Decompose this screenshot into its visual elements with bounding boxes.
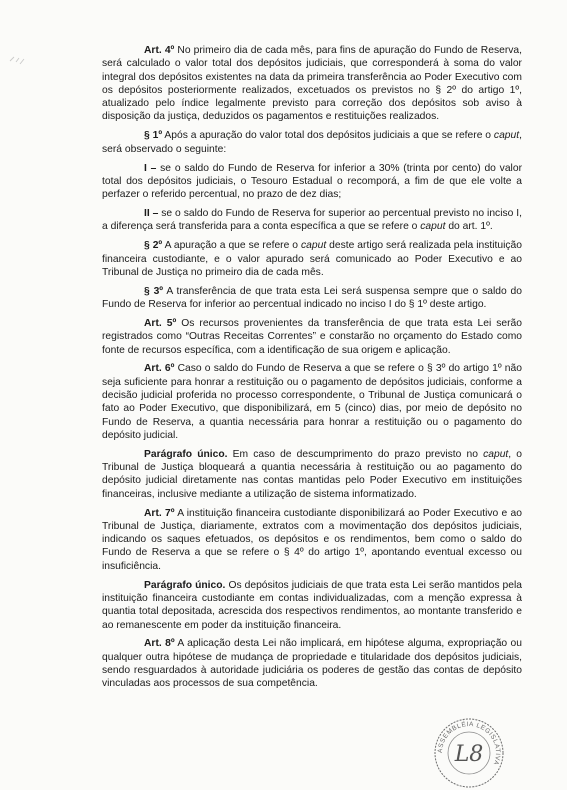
article-7 xyxy=(102,507,522,573)
paragraph-1-number: § 1º xyxy=(144,130,163,142)
paragraph-2-text-a: A apuração a que se refere o xyxy=(162,240,301,252)
article-4-inciso-1 xyxy=(102,162,522,202)
article-4-paragraph-2 xyxy=(102,239,522,279)
article-7-number: Art. 7º xyxy=(144,507,175,519)
article-7-sole-paragraph xyxy=(102,579,522,632)
inciso-1-text: se o saldo do Fundo de Reserva for inferior a 30% (trinta por cento) do valor total dos depósitos judiciais, o Tesouro Estadual o recomporá, a fim de que ele volte a perfazer o referido percentual, no prazo de dez dias; xyxy=(102,162,522,201)
article-6-sole-paragraph-label: Parágrafo único. xyxy=(144,448,228,460)
article-4-paragraph-3 xyxy=(102,285,522,312)
article-8 xyxy=(102,637,522,690)
paragraph-1-caput: caput xyxy=(493,130,520,142)
inciso-2-caput: caput xyxy=(420,221,446,233)
inciso-2-number: II – xyxy=(144,208,159,220)
article-5 xyxy=(102,317,522,357)
inciso-2-text-b: do art. 1º. xyxy=(445,221,493,233)
paragraph-2-text-b: deste artigo será realizada pela instituição financeira custodiante, e o valor apurado será comunicado ao Poder Executivo e ao Tribunal de Justiça no primeiro dia de cada mês. xyxy=(102,240,522,278)
official-stamp xyxy=(432,716,506,790)
margin-scribble-mark xyxy=(8,52,26,66)
stamp-handwritten-number: L8 xyxy=(454,742,484,767)
paragraph-1-text-b: , será observado o seguinte: xyxy=(102,130,522,155)
inciso-2-text-a: se o saldo do Fundo de Reserva for superior ao percentual previsto no inciso I, a diferença será transferida para a conta específica a que se refere o xyxy=(102,208,522,233)
inciso-1-number: I – xyxy=(144,162,157,174)
article-6-sole-paragraph-caput: caput xyxy=(483,448,509,460)
article-4-inciso-2 xyxy=(102,207,522,234)
article-5-text: Os recursos provenientes da transferência de que trata esta Lei serão registrados como “Outras Receitas Correntes” e constarão no orçamento do Estado como fonte de recursos específica, com a identificação de sua origem e aplicação. xyxy=(102,317,522,356)
paragraph-1-text-a: Após a apuração do valor total dos depósitos judiciais a que se refere o xyxy=(162,130,494,142)
paragraph-2-caput: caput xyxy=(300,240,327,252)
paragraph-3-text: A transferência de que trata esta Lei será suspensa sempre que o saldo do Fundo de Reserva for inferior ao percentual indicado no inciso I do § 1º deste artigo. xyxy=(102,285,522,311)
article-7-text: A instituição financeira custodiante disponibilizará ao Poder Executivo e ao Tribunal de Justiça, diariamente, extratos com a movimentação dos depósitos judiciais, indicando os saques efetuados, os depósitos e os rendimentos, bem como o saldo do Fundo de Reserva a que se refere o § 4º do artigo 1º, apontando eventual excesso ou insuficiência. xyxy=(102,507,522,572)
article-6-sole-paragraph-text-a: Em caso de descumprimento do prazo previsto no xyxy=(227,448,484,460)
paragraph-2-number: § 2º xyxy=(144,240,163,252)
article-8-text: A aplicação desta Lei não implicará, em hipótese alguma, expropriação ou qualquer outra hipótese de mudança de propriedade e titularidade dos depósitos judiciais, sendo resguardados à autoridade judiciária os poderes de gestão das contas de depósito vinculadas aos processos de sua competência. xyxy=(102,638,522,690)
stamp-ring-text: ASSEMBLÉIA LEGISLATIVA xyxy=(436,720,502,767)
article-6-number: Art. 6º xyxy=(144,363,175,375)
article-7-sole-paragraph-label: Parágrafo único. xyxy=(144,579,226,591)
article-6-text: Caso o saldo do Fundo de Reserva a que se refere o § 3º do artigo 1º não seja suficiente para honrar a restituição ou o pagamento de depósitos judiciais, conforme a decisão judicial proferida no processo correspondente, o Tribunal de Justiça comunicará o fato ao Poder Executivo, que disponibilizará, em 5 (cinco) dias, por meio de depósito no Fundo de Reserva, a quantia necessária para honrar a restituição ou o pagamento do depósito judicial. xyxy=(102,363,522,441)
article-7-sole-paragraph-text: Os depósitos judiciais de que trata esta Lei serão mantidos pela instituição financeira custodiante em contas individualizadas, com a menção expressa à quantia total depositada, acrescida dos respectivos rendimentos, ao montante transferido e ao remanescente em poder da instituição financeira. xyxy=(102,579,523,631)
document-body xyxy=(102,44,522,696)
article-4-paragraph-1 xyxy=(102,129,522,156)
paragraph-3-number: § 3º xyxy=(144,285,164,297)
article-6-sole-paragraph-text-b: , o Tribunal de Justiça bloqueará a quantia necessária à restituição ou ao pagamento do depósito judicial diretamente nas contas mantidas pelo Poder Executivo em instituições financeiras, inclusive mediante a utilização de sistema informatizado. xyxy=(102,448,523,500)
article-8-number: Art. 8º xyxy=(144,638,175,650)
article-6-sole-paragraph xyxy=(102,448,522,501)
article-6 xyxy=(102,362,522,442)
article-4-number: Art. 4º xyxy=(144,45,175,56)
article-5-number: Art. 5º xyxy=(144,317,177,329)
article-4 xyxy=(102,44,522,124)
article-4-text: No primeiro dia de cada mês, para fins de apuração do Fundo de Reserva, será calculado o valor total dos depósitos judiciais, que corresponderá à soma do valor integral dos depósitos existentes na data da primeira transferência ao Poder Executivo com os depósitos posteriormente realizados, excetuados os previstos no § 2º do artigo 1º, atualizado pelo índice legalmente previsto para correção dos depósitos sob aviso à disposição da justiça, deduzidos os pagamentos e restituições realizados. xyxy=(102,45,522,123)
